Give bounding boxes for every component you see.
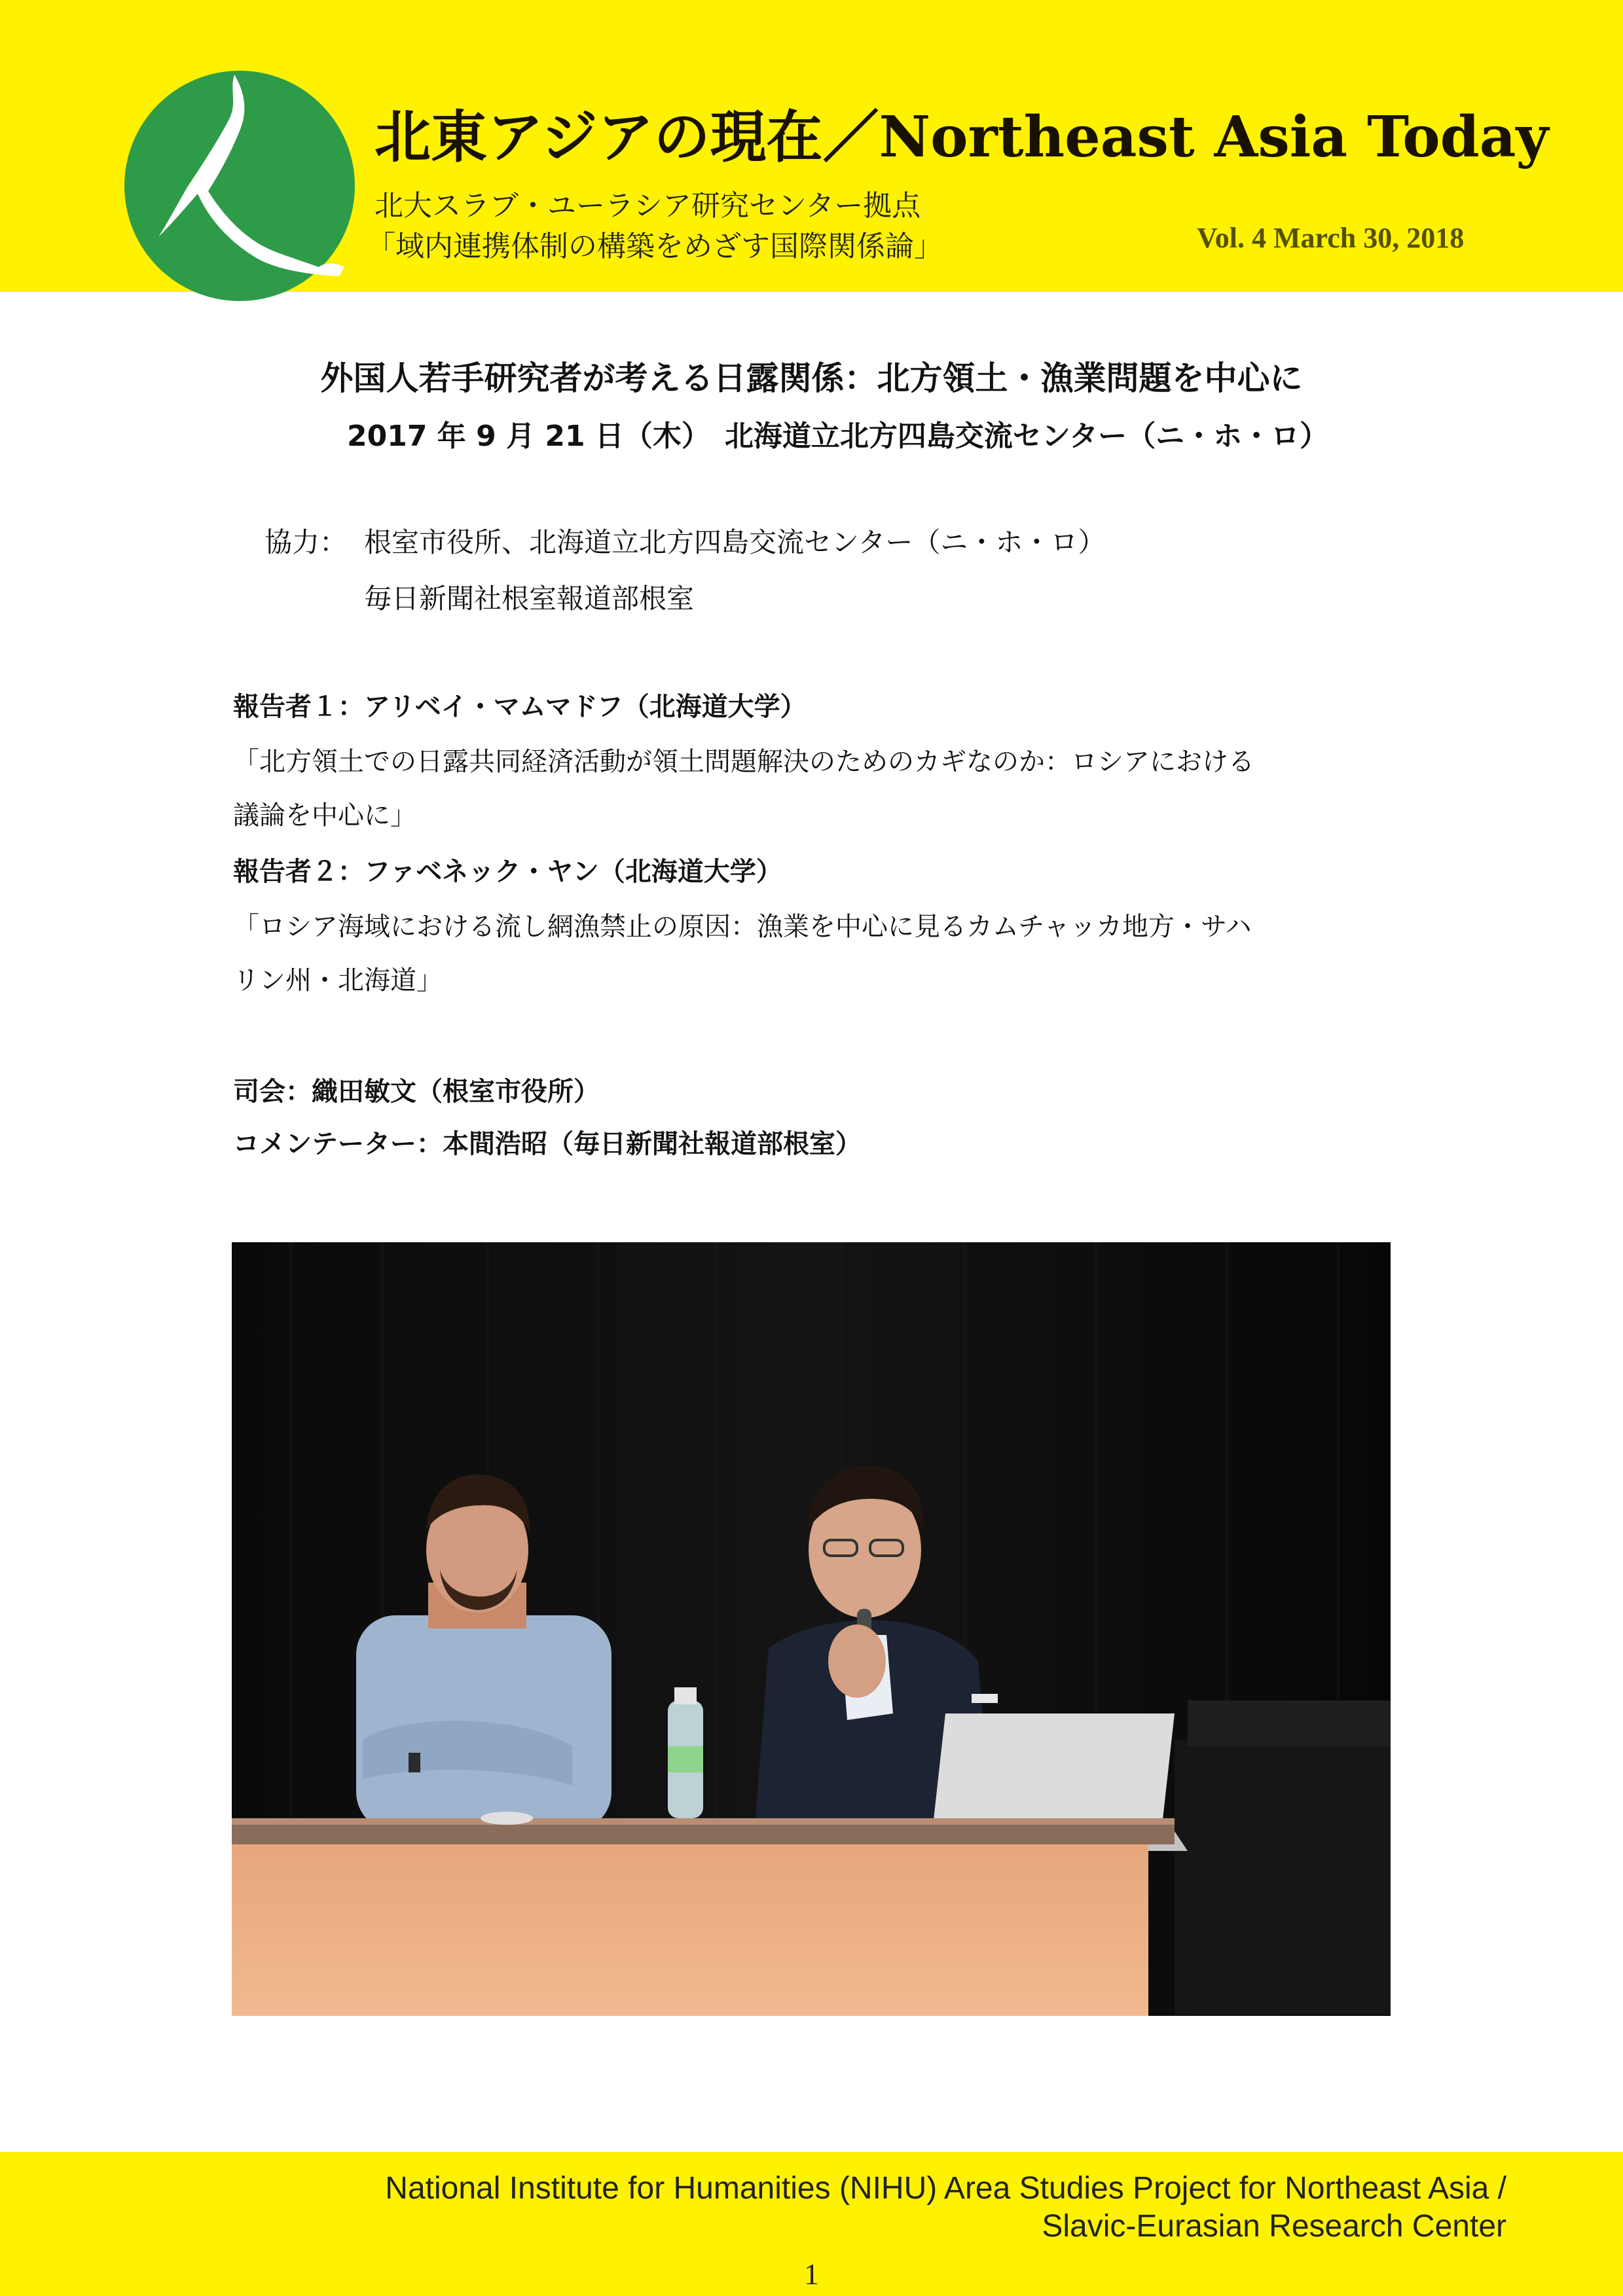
speaker-1: 報告者１：アリベイ・マムマドフ（北海道大学） xyxy=(233,692,807,722)
report-1-title-line2: 議論を中心に」 xyxy=(233,800,416,831)
footer-institution-line1: National Institute for Humanities (NIHU) Area Studies Project for Northeast Asia / xyxy=(385,2171,1506,2206)
volume-date: Vol. 4 March 30, 2018 xyxy=(1197,222,1465,254)
event-date-venue: 2017 年 9 月 21 日（木） 北海道立北方四島交流センター（ニ・ホ・ロ） xyxy=(347,420,1329,453)
report-2-title-line1: 「ロシア海域における流し網漁禁止の原因：漁業を中心に見るカムチャッカ地方・サハ xyxy=(233,912,1252,942)
cooperation-label: 協力： xyxy=(264,526,348,558)
newsletter-title: 北東アジアの現在／Northeast Asia Today xyxy=(374,104,1549,170)
cooperation-line2: 毎日新聞社根室報道部根室 xyxy=(364,583,695,615)
newsletter-logo xyxy=(119,65,360,306)
report-1-title-line1: 「北方領土での日露共同経済活動が領土問題解決のためのカギなのか：ロシアにおける xyxy=(233,747,1254,777)
event-photo xyxy=(232,1242,1391,2016)
report-2-title-line2: リン州・北海道」 xyxy=(233,965,443,996)
newsletter-subtitle-line1: 北大スラブ・ユーラシア研究センター拠点 xyxy=(374,189,921,223)
speaker-2: 報告者２：ファベネック・ヤン（北海道大学） xyxy=(233,857,782,887)
page-number: 1 xyxy=(804,2257,819,2291)
event-title: 外国人若手研究者が考える日露関係：北方領土・漁業問題を中心に xyxy=(320,359,1303,397)
footer-institution-line2: Slavic-Eurasian Research Center xyxy=(1042,2209,1506,2244)
commentator: コメンテーター：本間浩昭（毎日新聞社報道部根室） xyxy=(233,1129,862,1159)
newsletter-subtitle-line2: 「域内連携体制の構築をめざす国際関係論」 xyxy=(367,230,943,263)
cooperation-line1: 根室市役所、北海道立北方四島交流センター（ニ・ホ・ロ） xyxy=(364,526,1106,558)
moderator: 司会：織田敏文（根室市役所） xyxy=(233,1077,600,1107)
